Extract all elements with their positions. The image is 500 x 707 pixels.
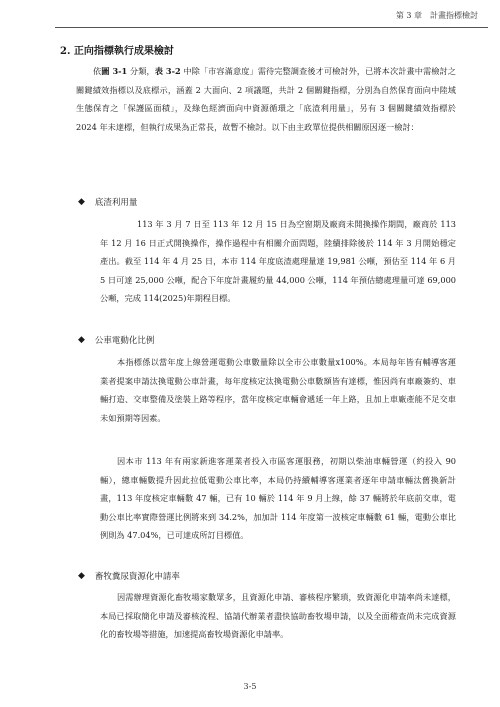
bullet-label: 底渣利用量 [94,198,138,208]
bullet-livestock-manure [78,570,180,582]
electric-bus-paragraph-1: 本指標係以當年度上線營運電動公車數量除以全市公車數量x100%。本局每年皆有輔導客運業者提案申請汰換電動公車計畫，每年度核定汰換電動公車數額皆有達標，惟因尚有車廠簽約、車輛打造、交車整備及塗裝上路等程序，當年度核定車輛會遞延一年上路，且加上車廠產能不足交車未如預期等因素。 [100,357,456,423]
running-header: 第 3 章 計畫指標檢討 [395,11,478,20]
figure-reference: 圖 3-1 [101,66,128,76]
intro-paragraph [76,62,456,136]
diamond-bullet-icon: ◆ [78,335,85,345]
intro-text-3: 中除「市容滿意度」需待完整調查後才可檢討外，已將本次計畫中需檢討之關鍵績效指標以及底標示，涵蓋 2 大面向、2 項議題，共計 2 個關鍵指標，分別為自然保育面向中陸域生態保育之「保護區面積」，及綠色經濟面向中資源循環之「底渣利用量」，另有 3 個關鍵績效指標於 2024 年未達標，但執行成果為正常長，故暫不檢討。以下由主政單位提供相關原因逐一檢討： [76,66,456,132]
intro-text-1: 依 [93,66,102,76]
table-reference: 表 3-2 [154,66,181,76]
page-number: 3-5 [243,682,257,691]
bullet-label: 公車電動化比例 [94,336,155,346]
header-divider [55,27,488,28]
section-heading: 2. 正向指標執行成果檢討 [60,46,174,57]
bullet-bottom-ash [78,196,137,208]
electric-bus-paragraph-2: 因本市 113 年有兩家新進客運業者投入市區客運服務，初期以柴油車輛營運（約投入 90 輛），總車輛數提升因此拉低電動公車比率，本局仍持續輔導客運業者逐年申請車輛汰舊換新計畫，113 年度核定車輛數 47 輛，已有 10 輛於 114 年 9 月上線，餘 37 輛將於年底前交車，電動公車比率實際營運比例將來到 34.2%，加加計 114 年度第一波核定車輛數 61 輛，電動公車比例則為 47.04%，已可達成所訂目標值。 [100,456,456,540]
diamond-bullet-icon: ◆ [78,197,85,207]
livestock-manure-paragraph: 因需辦理資源化畜牧場家數眾多，且資源化申請、審核程序繁瑣，致資源化申請率尚未達標，本局已採取簡化申請及審核流程、協請代辦業者盡快協助畜牧場申請，以及全面稽查尚未完成資源化的畜牧場等措施，加速提高畜牧場資源化申請率。 [100,592,456,639]
bullet-label: 畜牧糞尿資源化申請率 [94,572,180,582]
bottom-ash-paragraph: 113 年 3 月 7 日至 113 年 12 月 15 日為空窗期及廠商未開換操作期間，廠商於 113 年 12 月 16 日正式開換操作，操作過程中有相關介面問題，陸續排除後於 114 年 3 月開始穩定產出。截至 114 年 4 月 25 日，本市 114 年度底渣處理量達 19,981 公噸，預估至 114 年 6 月 5 日可達 25,000 公噸，配合下年度計畫履約量 44,000 公噸，114 年預估總處理量可達 69,000 公噸，完成 114(2025)年期程目標。 [100,219,456,303]
intro-text-2: 分類， [127,66,155,76]
bullet-electric-bus [78,334,154,346]
diamond-bullet-icon: ◆ [78,571,85,581]
